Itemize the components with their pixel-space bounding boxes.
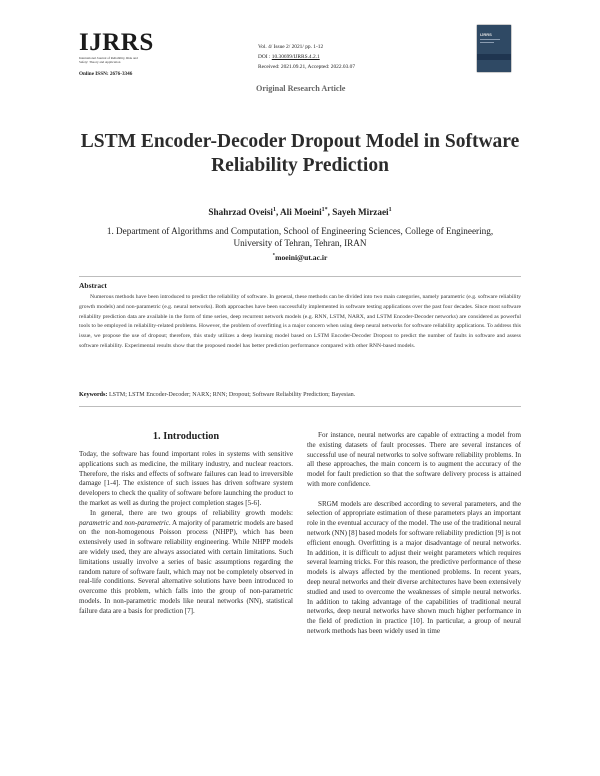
cover-line [480, 42, 494, 43]
affiliation: 1. Department of Algorithms and Computation, School of Engineering Sciences, College of Engineering, University of Tehran, Tehran, IRAN [106, 226, 494, 248]
abstract-bottom-rule [79, 406, 521, 407]
corresponding-star: * [272, 253, 276, 259]
author-sup: 1 [388, 206, 392, 213]
abstract-heading: Abstract [79, 281, 107, 290]
volume-line: Vol. 4/ Issue 2/ 2021/ pp. 1-12 [258, 44, 324, 50]
intro-paragraph-2 [79, 509, 293, 617]
abstract-top-rule [79, 276, 521, 277]
body-column-left [79, 450, 293, 617]
intro-paragraph-1: Today, the software has found important roles in systems with sensitive applications such as medicine, the military industry, and nuclear reactors. Therefore, the risks and effects of software failures can lead to irreversible damage [1-4]. The existence of such issues has driven software system developers to check the quality of software before launching the product to the market as well as during the project completion stages [5-6]. [79, 450, 293, 507]
keywords [79, 392, 521, 398]
section-heading: 1. Introduction [152, 431, 220, 442]
doi-line [258, 53, 418, 63]
text-run: . A majority of parametric models are based on the non-homogenous Poisson process (NHPP), which has been extensively used in software reliability engineering. While NHPP models are widely used, they are always associated with certain limitations. Such limitations usually involve a series of basic assumptions regarding the random nature of software fault, which may not be completely observed in real-life conditions. Several alternative solutions have been introduced to overcome this problem, which falls into the group of non-parametric models. In non-parametric models like neural networks (NN), statistical failure data are a basis for prediction [7]. [79, 518, 293, 615]
corresponding-email [60, 253, 540, 262]
intro-paragraph-3: For instance, neural networks are capable of extracting a model from the existing datasets of fault processes. There are several instances of successful use of neural networks to solve software reliability problems. In all these approaches, the main concern is to augment the accuracy of the model for fault prediction so that the software delivery process is attained with more confidence. [307, 431, 521, 488]
logo-tagline: International Journal of Reliability, Risk and Safety: Theory and Application [79, 56, 138, 64]
author-sup: 1* [321, 206, 328, 213]
author-name: Shahrzad Oveisi [208, 207, 273, 217]
author-name: Ali Moeini [280, 207, 322, 217]
article-type: Original Research Article [256, 84, 346, 93]
author-sup: 1 [272, 206, 276, 213]
emphasis-parametric: parametric [79, 518, 111, 527]
journal-meta [258, 43, 418, 72]
author-separator: , [275, 207, 281, 217]
journal-cover-thumbnail [477, 25, 511, 72]
cover-line [480, 39, 500, 40]
abstract-body: Numerous methods have been introduced to predict the reliability of software. In general, these methods can be divided into two main categories, namely parametric (e.g. software reliability growth models) and non-parametric (e.g. neural networks). Both approaches have been successfully implemented in software testing applications over the past four decades. Since most software reliability prediction data are available in the form of time series, deep recurrent network models (e.g. RNN, LSTM, NARX, and LSTM Encoder-Decoder networks) are considered as powerful tools to be employed in reliability-related problems. However, the problem of overfitting is a major concern when using deep neural networks for software reliability applications. To address this issue, we propose the use of dropout; therefore, this study utilizes a deep learning model based on LSTM Encoder-Decoder Dropout to predict the number of faults in software and assess software reliability. Experimental results show that the proposed model has better prediction performance compared with other RNN-based models. [79, 294, 521, 349]
emphasis-non-parametric: non-parametric [124, 518, 169, 527]
text-run: and [110, 518, 125, 527]
keywords-text: LSTM; LSTM Encoder-Decoder; NARX; RNN; Dropout; Software Reliability Prediction; Bayesian. [107, 392, 356, 398]
cover-title: IJRRS [480, 32, 492, 37]
intro-paragraph-4: SRGM models are described according to several parameters, and the selection of appropriate estimation of these parameters plays an important role in the eventual accuracy of the model. The use of the traditional neural network (NN) [8] based models for software reliability prediction [9] is not efficient enough. Overfitting is a major disadvantage of neural networks. In addition, it is difficult to adjust their weight parameters which requires several learning tricks. For this reason, the predictive performance of these models is always affected by the mentioned problems. In recent years, deep neural networks and their diverse architectures have been extensively studied and used to overcome the weaknesses of simple neural networks. In addition to taking advantage of the capabilities of traditional neural networks, deep neural networks have shown much higher performance in the field of prediction in practice [10]. In particular, a group of neural network methods has been widely used in time [307, 499, 521, 635]
doi-link[interactable]: 10.30699/IJRRS.4.2.1 [271, 53, 320, 60]
doi-label: DOI : [258, 53, 272, 60]
dates-line: Received: 2021.09.21, Accepted: 2022.03.07 [258, 63, 356, 70]
author-separator: , [327, 207, 333, 217]
email-address[interactable]: moeini@ut.ac.ir [275, 253, 328, 262]
logo-text: IJRRS [79, 29, 154, 56]
paper-title: LSTM Encoder-Decoder Dropout Model in Software Reliability Prediction [80, 131, 520, 176]
text-run: In general, there are two groups of reliability growth models: [90, 508, 293, 517]
author-list [60, 207, 540, 217]
journal-logo [79, 31, 169, 64]
online-issn: Online ISSN: 2676-3346 [79, 71, 133, 77]
author-name: Sayeh Mirzaei [332, 207, 389, 217]
keywords-label: Keywords: [79, 392, 108, 398]
body-column-right [307, 431, 521, 637]
cover-band [477, 54, 511, 60]
